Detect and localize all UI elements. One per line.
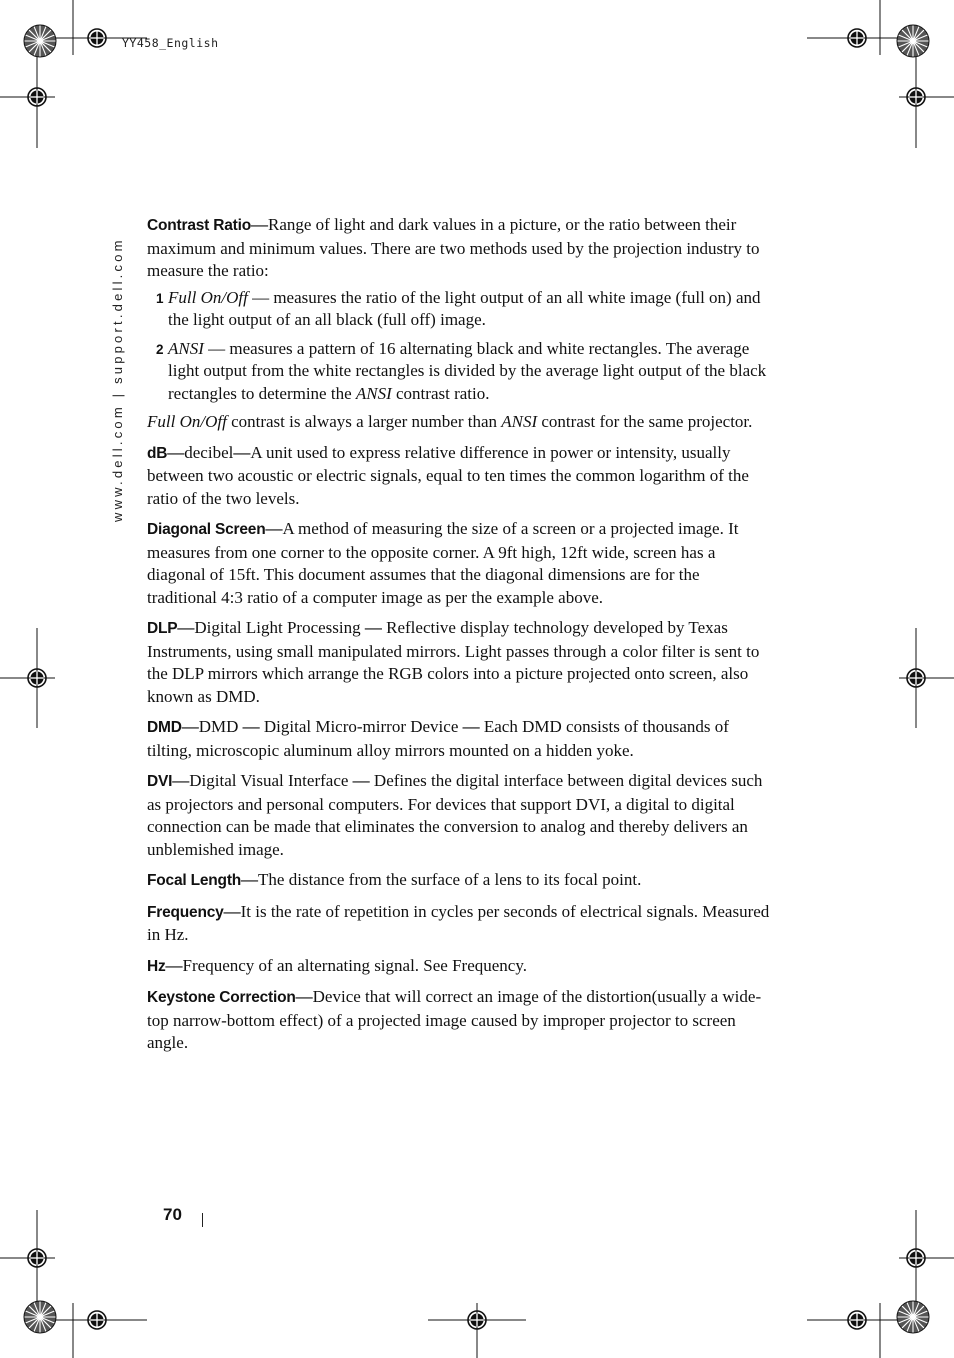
glossary-entry-hz: Hz—Frequency of an alternating signal. See Frequency. — [147, 955, 527, 975]
term: Frequency — [147, 903, 224, 921]
glossary-entry-dlp: DLP—Digital Light Processing — Reflective display technology developed by Texas Instruments, using small manipulated mirrors. Light passes through a color filter is sent to the DLP mirrors which arrange the RGB colors into a picture projected onto screen, also known as DMD. — [147, 618, 760, 706]
glossary-content — [147, 214, 772, 1063]
side-url: www.dell.com | support.dell.com — [110, 237, 125, 522]
page-number: 70 — [163, 1205, 182, 1224]
glossary-entry-dmd: DMD—DMD — Digital Micro-mirror Device — Each DMD consists of thousands of tilting, microscopic aluminum alloy mirrors mounted on a hidden yoke. — [147, 717, 729, 760]
term: Contrast Ratio — [147, 217, 251, 234]
term: Keystone Correction — [147, 989, 296, 1006]
term: DLP — [147, 620, 178, 637]
contrast-note: Full On/Off contrast is always a larger number than ANSI contrast for the same projector. — [147, 412, 753, 431]
term: DMD — [147, 719, 182, 736]
page-number-divider — [202, 1213, 203, 1227]
list-item: 1 Full On/Off — measures the ratio of the light output of an all white image (full on) and the light output of an all black (full off) image. — [156, 287, 761, 329]
glossary-entry-diagonal-screen: Diagonal Screen—A method of measuring the size of a screen or a projected image. It measures from one corner to the opposite corner. A 9ft high, 12ft wide, screen has a diagonal of 15ft. This document assumes that the diagonal dimensions are for the traditional 4:3 ratio of a computer image as per the example above. — [147, 519, 739, 607]
definition: A method of measuring the size of a screen or a projected image. It measures from one corner to the opposite corner. A 9ft high, 12ft wide, screen has a diagonal of 15ft. This document assumes that the diagonal dimensions are for the traditional 4:3 ratio of a computer image as per the example above. — [147, 519, 739, 607]
term: Hz — [147, 957, 166, 975]
definition: Reflective display technology developed by Texas Instruments, using small manipulated mirrors. Light passes through a color filter is sent to the DLP mirrors which arrange the RGB colors into a picture projected onto screen, also known as DMD. — [147, 618, 760, 706]
term: DVI — [147, 773, 173, 790]
definition: Frequency of an alternating signal. See Frequency. — [182, 955, 527, 975]
glossary-entry-frequency: Frequency—It is the rate of repetition in cycles per seconds of electrical signals. Measured in Hz. — [147, 901, 770, 944]
term: dB — [147, 444, 168, 462]
definition: It is the rate of repetition in cycles per seconds of electrical signals. Measured in Hz. — [147, 901, 770, 944]
glossary-entry-db: dB—decibel—A unit used to express relative difference in power or intensity, usually between two acoustic or electric signals, equal to ten times the common logarithm of the ratio of the two levels. — [147, 442, 749, 508]
definition: Defines the digital interface between digital devices such as projectors and personal computers. For devices that support DVI, a digital to digital connection can be made that eliminates the conversion to analog and thereby delivers an unblemished image. — [147, 771, 763, 859]
list-item: 2 ANSI — measures a pattern of 16 alternating black and white rectangles. The average light output from the white rectangles is divided by the average light output of the black rectangles to determine the ANSI contrast ratio. — [156, 338, 767, 403]
definition: The distance from the surface of a lens to its focal point. — [258, 870, 642, 889]
term: Focal Length — [147, 872, 242, 889]
term: Diagonal Screen — [147, 521, 266, 538]
definition: Each DMD consists of thousands of tilting, microscopic aluminum alloy mirrors mounted on a hidden yoke. — [147, 717, 729, 760]
document-id: YY458_English — [122, 36, 219, 50]
glossary-entry-contrast-ratio: Contrast Ratio—Range of light and dark values in a picture, or the ratio between their maximum and minimum values. There are two methods used by the projection industry to measure the ratio: 1 Full On/Off — measures the ratio of the light output of an all white image (full on) and the light output of an all black (full off) image. 2 ANSI — measures a pattern of 16 alternating black and white rectangles. The average light output from the white rectangles is divided by the average light output of the black rectangles to determine the ANSI contrast ratio. Full On/Off contrast is always a larger number than ANSI contrast for the same projector. — [147, 214, 772, 434]
glossary-entry-dvi: DVI—Digital Visual Interface — Defines the digital interface between digital devices such as projectors and personal computers. For devices that support DVI, a digital to digital connection can be made that eliminates the conversion to analog and thereby delivers an unblemished image. — [147, 771, 763, 859]
glossary-entry-keystone-correction: Keystone Correction—Device that will correct an image of the distortion(usually a wide-top narrow-bottom effect) of a projected image caused by improper projector to screen angle. — [147, 987, 762, 1052]
definition: Range of light and dark values in a picture, or the ratio between their maximum and minimum values. There are two methods used by the projection industry to measure the ratio: — [147, 215, 760, 280]
glossary-entry-focal-length: Focal Length—The distance from the surface of a lens to its focal point. — [147, 870, 642, 889]
definition: A unit used to express relative difference in power or intensity, usually between two acoustic or electric signals, equal to ten times the common logarithm of the ratio of the two levels. — [147, 442, 749, 508]
definition: Device that will correct an image of the distortion(usually a wide-top narrow-bottom effect) of a projected image caused by improper projector to screen angle. — [147, 987, 762, 1052]
